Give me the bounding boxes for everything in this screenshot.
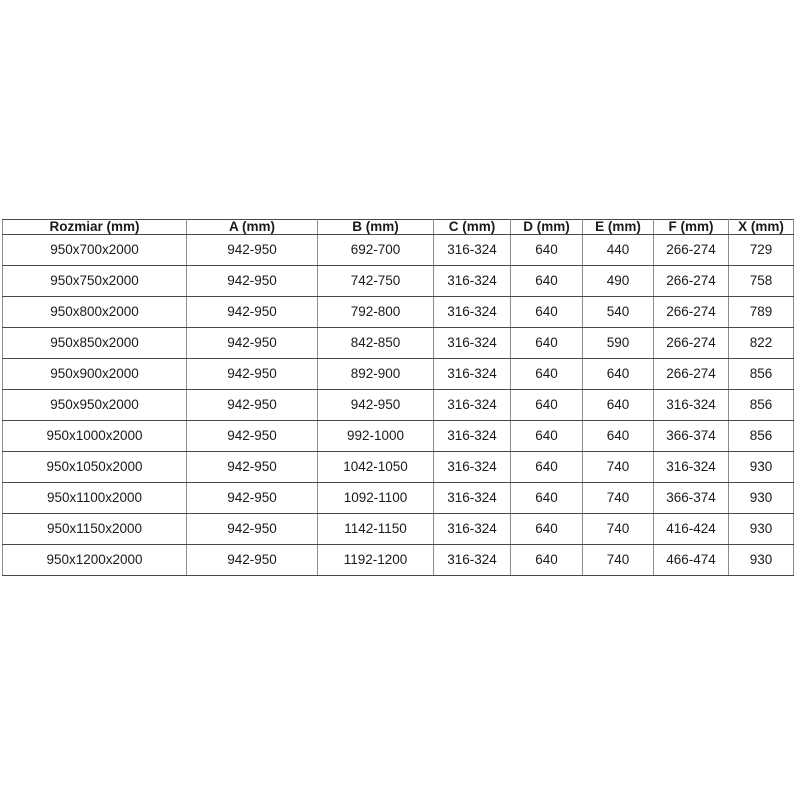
table-cell: 740 — [583, 513, 654, 544]
table-cell: 930 — [729, 544, 794, 575]
table-cell: 758 — [729, 265, 794, 296]
table-cell: 266-274 — [654, 234, 729, 265]
table-cell: 316-324 — [654, 451, 729, 482]
table-cell: 942-950 — [187, 420, 318, 451]
table-row — [3, 358, 794, 389]
table-cell: 950x1150x2000 — [3, 513, 187, 544]
table-cell: 942-950 — [187, 482, 318, 513]
table-cell: 930 — [729, 451, 794, 482]
table-cell: 316-324 — [434, 389, 511, 420]
table-cell: 640 — [511, 358, 583, 389]
table-cell: 1142-1150 — [318, 513, 434, 544]
table-cell: 316-324 — [434, 451, 511, 482]
table-cell: 950x850x2000 — [3, 327, 187, 358]
table-cell: 950x700x2000 — [3, 234, 187, 265]
table-cell: 440 — [583, 234, 654, 265]
table-cell: 466-474 — [654, 544, 729, 575]
table-cell: 316-324 — [434, 482, 511, 513]
table-cell: 316-324 — [434, 358, 511, 389]
table-cell: 930 — [729, 482, 794, 513]
table-cell: 540 — [583, 296, 654, 327]
table-cell: 930 — [729, 513, 794, 544]
table-row — [3, 265, 794, 296]
table-cell: 316-324 — [434, 327, 511, 358]
table-cell: 942-950 — [187, 327, 318, 358]
table-cell: 692-700 — [318, 234, 434, 265]
table-cell: 856 — [729, 420, 794, 451]
table-cell: 366-374 — [654, 420, 729, 451]
table-cell: 950x900x2000 — [3, 358, 187, 389]
table-row — [3, 234, 794, 265]
table-cell: 742-750 — [318, 265, 434, 296]
table-cell: 1092-1100 — [318, 482, 434, 513]
table-cell: 316-324 — [434, 513, 511, 544]
table-row — [3, 451, 794, 482]
table-cell: 266-274 — [654, 327, 729, 358]
table-cell: 640 — [511, 389, 583, 420]
table-row — [3, 420, 794, 451]
table-cell: 640 — [511, 513, 583, 544]
table-cell: 266-274 — [654, 358, 729, 389]
table-cell: 640 — [511, 420, 583, 451]
table-cell: 842-850 — [318, 327, 434, 358]
table-body — [3, 234, 794, 576]
table-cell: 740 — [583, 451, 654, 482]
table-cell: 640 — [511, 544, 583, 575]
table-cell: 1042-1050 — [318, 451, 434, 482]
table-cell: 590 — [583, 327, 654, 358]
column-header-4: D (mm) — [511, 220, 583, 235]
table-cell: 942-950 — [187, 451, 318, 482]
table-cell: 992-1000 — [318, 420, 434, 451]
table-cell: 942-950 — [187, 358, 318, 389]
table-cell: 316-324 — [434, 420, 511, 451]
column-header-7: X (mm) — [729, 220, 794, 235]
table-cell: 792-800 — [318, 296, 434, 327]
table-cell: 822 — [729, 327, 794, 358]
table-cell: 640 — [583, 389, 654, 420]
table-cell: 640 — [583, 420, 654, 451]
table-cell: 950x950x2000 — [3, 389, 187, 420]
table-cell: 266-274 — [654, 265, 729, 296]
table-cell: 740 — [583, 482, 654, 513]
table-cell: 789 — [729, 296, 794, 327]
table-cell: 729 — [729, 234, 794, 265]
table-cell: 490 — [583, 265, 654, 296]
table-cell: 942-950 — [187, 544, 318, 575]
header-row — [3, 220, 794, 235]
table-cell: 942-950 — [187, 513, 318, 544]
table-row — [3, 513, 794, 544]
table-cell: 640 — [511, 482, 583, 513]
table-cell: 640 — [583, 358, 654, 389]
table-cell: 950x1000x2000 — [3, 420, 187, 451]
table-row — [3, 327, 794, 358]
table-cell: 640 — [511, 234, 583, 265]
table-cell: 942-950 — [187, 389, 318, 420]
column-header-5: E (mm) — [583, 220, 654, 235]
table-cell: 640 — [511, 327, 583, 358]
table-cell: 316-324 — [654, 389, 729, 420]
table-cell: 1192-1200 — [318, 544, 434, 575]
table-cell: 892-900 — [318, 358, 434, 389]
table-cell: 316-324 — [434, 234, 511, 265]
table-cell: 640 — [511, 265, 583, 296]
table-cell: 856 — [729, 358, 794, 389]
table-cell: 316-324 — [434, 544, 511, 575]
table-cell: 856 — [729, 389, 794, 420]
column-header-2: B (mm) — [318, 220, 434, 235]
table-row — [3, 389, 794, 420]
table-cell: 942-950 — [187, 234, 318, 265]
table-cell: 740 — [583, 544, 654, 575]
table-cell: 266-274 — [654, 296, 729, 327]
table-cell: 366-374 — [654, 482, 729, 513]
column-header-1: A (mm) — [187, 220, 318, 235]
table-cell: 942-950 — [318, 389, 434, 420]
table-cell: 950x1100x2000 — [3, 482, 187, 513]
table-cell: 950x750x2000 — [3, 265, 187, 296]
table-cell: 950x1050x2000 — [3, 451, 187, 482]
dimensions-table — [2, 219, 794, 576]
table-cell: 316-324 — [434, 296, 511, 327]
table-row — [3, 544, 794, 575]
table-cell: 640 — [511, 296, 583, 327]
table-cell: 316-324 — [434, 265, 511, 296]
column-header-0: Rozmiar (mm) — [3, 220, 187, 235]
table-cell: 640 — [511, 451, 583, 482]
table-cell: 950x800x2000 — [3, 296, 187, 327]
table-cell: 942-950 — [187, 296, 318, 327]
table-cell: 942-950 — [187, 265, 318, 296]
table-row — [3, 296, 794, 327]
table-cell: 416-424 — [654, 513, 729, 544]
table-row — [3, 482, 794, 513]
column-header-3: C (mm) — [434, 220, 511, 235]
column-header-6: F (mm) — [654, 220, 729, 235]
table-cell: 950x1200x2000 — [3, 544, 187, 575]
